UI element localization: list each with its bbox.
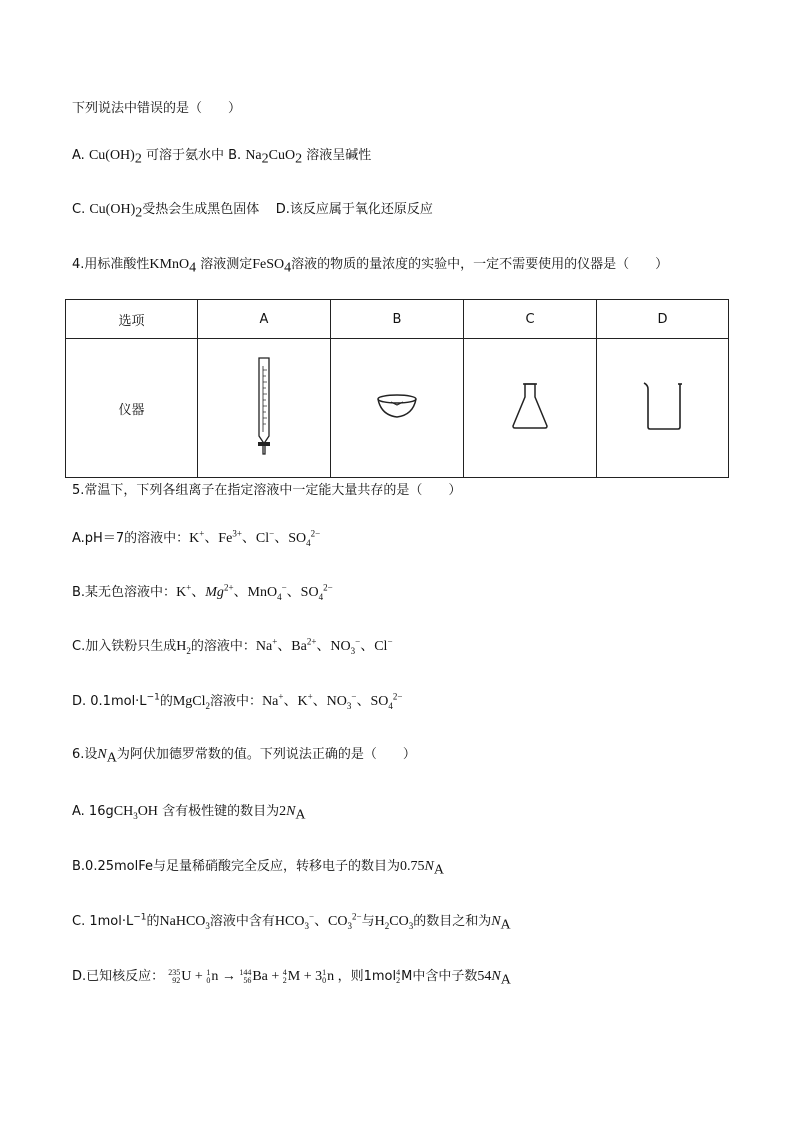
q5-option-a: A.pH＝7的溶液中：K+、$Fe^{3+}$、Cl−、$SO_4^{2-}$ bbox=[72, 528, 321, 548]
burette-icon bbox=[249, 356, 279, 456]
row-label: 仪器 bbox=[66, 339, 198, 478]
q6-option-d: D.已知核反应： 235 92 U + 1 0 n → 144 56 Ba + 4 2 M + 3 1 0 n ，则1mol 4 2 M中含中子数$54N_A$ bbox=[72, 967, 511, 988]
q5-option-b: B.某无色溶液中：K+、$Mg^{2+}$、MnO$_4$−、$SO_4^{2-}$ bbox=[72, 582, 333, 602]
instrument-table bbox=[65, 299, 729, 478]
evaporating-dish-cell bbox=[331, 339, 464, 478]
conical-flask-cell bbox=[464, 339, 597, 478]
header-option: 选项 bbox=[66, 300, 198, 339]
header-a: A bbox=[198, 300, 331, 339]
q3-option-c-d: C. $Cu(OH)_2$受热会生成黑色固体 D.该反应属于氧化还原反应 bbox=[72, 202, 433, 221]
header-d: D bbox=[597, 300, 729, 339]
q5-stem: 5.常温下，下列各组离子在指定溶液中一定能大量共存的是（ ） bbox=[72, 483, 462, 498]
evaporating-dish-icon bbox=[375, 391, 419, 421]
q6-option-c: C. $1mol\cdot L^{-1}$的NaHCO$_3$溶液中含有$HCO_3^-$、$CO_3^{2-}$与$H_2CO_3$的数目之和为$N_A$ bbox=[72, 911, 511, 933]
header-b: B bbox=[331, 300, 464, 339]
intro-question: 下列说法中错误的是（ ） bbox=[72, 101, 242, 116]
q4-stem: 4.用标准酸性KMnO$_4$ 溶液测定FeSO$_4$溶液的物质的量浓度的实验中，一定不需要使用的仪器是（ ） bbox=[72, 257, 669, 276]
q6-stem: 6.设$N_A$为阿伏加德罗常数的值。下列说法正确的是（ ） bbox=[72, 747, 416, 766]
q6-option-a: A. 16gCH$_3$OH 含有极性键的数目为$2N_A$ bbox=[72, 804, 306, 823]
beaker-cell bbox=[597, 339, 729, 478]
beaker-icon bbox=[640, 379, 686, 433]
q5-option-c: C.加入铁粉只生成$H_2$的溶液中：Na+、$Ba^{2+}$、$NO_3^-$、Cl− bbox=[72, 636, 393, 656]
q3-option-a-b: A. $Cu(OH)_2$ 可溶于氨水中 B. $Na_2CuO_2$ 溶液呈碱性 bbox=[72, 148, 372, 167]
q5-option-d: D. $0.1mol\cdot L^{-1}$的MgCl$_2$溶液中：Na+、K+、$NO_3^-$、$SO_4^{2-}$ bbox=[72, 691, 403, 711]
burette-cell bbox=[198, 339, 331, 478]
conical-flask-icon bbox=[510, 381, 550, 431]
q6-option-b: B.0.25molFe与足量稀硝酸完全反应，转移电子的数目为$0.75N_A$ bbox=[72, 859, 444, 878]
header-c: C bbox=[464, 300, 597, 339]
